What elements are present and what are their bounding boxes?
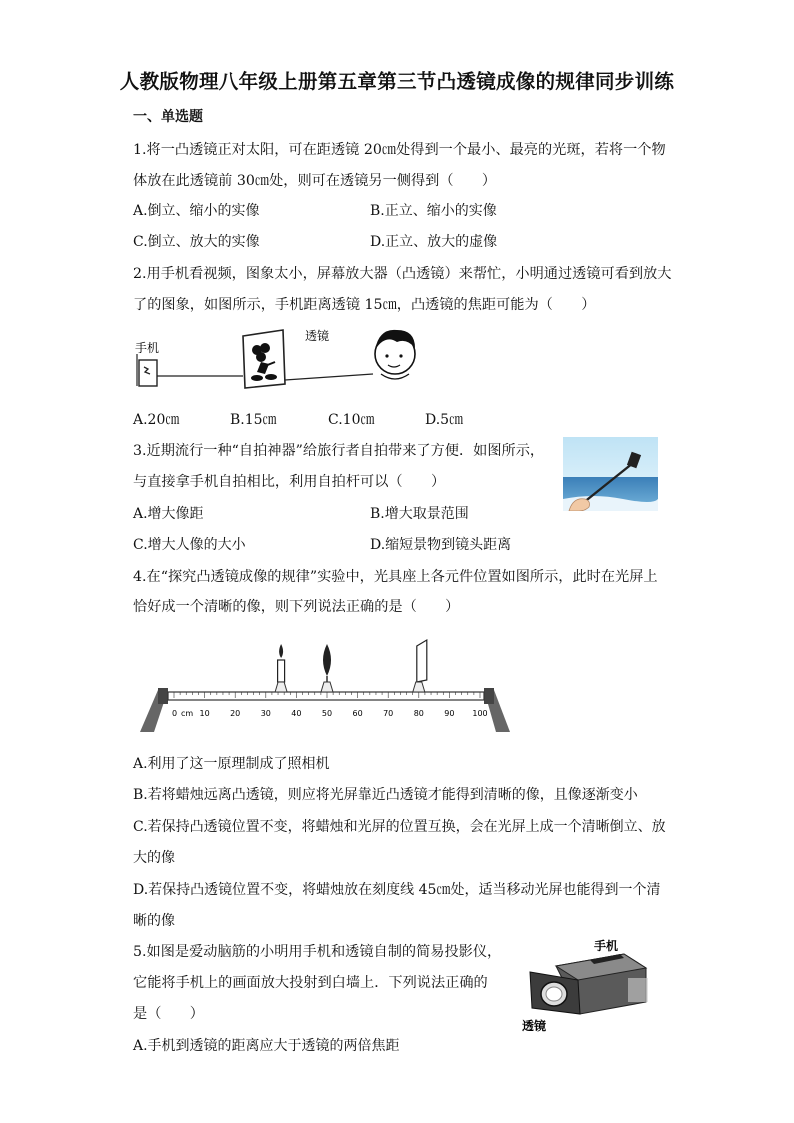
q2-lens-label: 透镜 <box>305 329 330 343</box>
q4-option-c: C.若保持凸透镜位置不变，将蜡烛和光屏的位置互换，会在光屏上成一个清晰倒立、放 <box>133 819 666 835</box>
bench-tick-label: 100 <box>472 709 488 718</box>
q5-option-a: A.手机到透镜的距离应大于透镜的两倍焦距 <box>133 1038 400 1054</box>
bench-tick-label: 30 <box>260 709 271 718</box>
q3-option-b: B.增大取景范围 <box>370 506 469 522</box>
q2-option-d: D.5㎝ <box>425 412 464 428</box>
bench-tick-label: 90 <box>444 709 455 718</box>
q2-option-a: A.20㎝ <box>133 412 180 428</box>
convex-lens-icon <box>321 644 333 692</box>
bench-tick-label: 50 <box>321 709 333 718</box>
q2-phone-label: 手机 <box>135 341 160 355</box>
q3-figure-selfie-stick <box>563 437 658 511</box>
light-screen-icon <box>413 640 427 692</box>
q2-stem-line1: 2.用手机看视频，图象太小，屏幕放大器（凸透镜）来帮忙，小明通过透镜可看到放大 <box>133 266 672 282</box>
candle-icon <box>275 644 287 692</box>
q4-figure-optical-bench <box>140 628 510 734</box>
bench-tick-label: 80 <box>413 709 424 718</box>
q5-phone-label: 手机 <box>594 939 619 953</box>
q4-option-d: D.若保持凸透镜位置不变，将蜡烛放在刻度线 45㎝处，适当移动光屏也能得到一个清 <box>133 882 661 898</box>
bench-tick-label: 60 <box>352 709 363 718</box>
q4-option-b: B.若将蜡烛远离凸透镜，则应将光屏靠近凸透镜才能得到清晰的像，且像逐渐变小 <box>133 787 638 803</box>
q4-option-d-cont: 晰的像 <box>133 913 175 929</box>
page-title: 人教版物理八年级上册第五章第三节凸透镜成像的规律同步训练 <box>119 70 675 93</box>
q1-stem-line1: 1.将一凸透镜正对太阳，可在距透镜 20㎝处得到一个最小、最亮的光斑，若将一个物 <box>133 142 666 158</box>
bench-tick-label: 40 <box>291 709 302 718</box>
q4-stem-line1: 4.在“探究凸透镜成像的规律”实验中，光具座上各元件位置如图所示，此时在光屏上 <box>133 569 658 585</box>
q5-figure-projector <box>520 932 655 1036</box>
q4-option-c-cont: 大的像 <box>133 850 175 866</box>
q3-stem-line2: 与直接拿手机自拍相比，利用自拍杆可以（ ） <box>133 474 446 490</box>
q2-stem-line2: 了的图象，如图所示，手机距离透镜 15㎝，凸透镜的焦距可能为（ ） <box>133 297 596 313</box>
q5-stem-line1: 5.如图是爱动脑筋的小明用手机和透镜自制的简易投影仪， <box>133 944 502 960</box>
q1-option-a: A.倒立、缩小的实像 <box>133 203 260 219</box>
bench-rail <box>168 692 484 700</box>
bench-tick-label: 0 <box>172 709 178 718</box>
q3-stem-line1: 3.近期流行一种“自拍神器”给旅行者自拍带来了方便．如图所示， <box>133 443 545 459</box>
q1-stem-line2: 体放在此透镜前 30㎝处，则可在透镜另一侧得到（ ） <box>133 173 497 189</box>
q1-option-c: C.倒立、放大的实像 <box>133 234 260 250</box>
q1-option-d: D.正立、放大的虚像 <box>370 234 498 250</box>
q5-lens-label: 透镜 <box>522 1019 547 1033</box>
q4-stem-line2: 恰好成一个清晰的像，则下列说法正确的是（ ） <box>133 599 460 615</box>
q3-option-d: D.缩短景物到镜头距离 <box>370 537 512 553</box>
q5-stem-line3: 是（ ） <box>133 1006 204 1022</box>
q4-option-a: A.利用了这一原理制成了照相机 <box>133 756 330 772</box>
q3-option-a: A.增大像距 <box>133 506 204 522</box>
q5-stem-line2: 它能将手机上的画面放大投射到白墙上．下列说法正确的 <box>133 975 488 991</box>
q1-option-b: B.正立、缩小的实像 <box>370 203 497 219</box>
q2-figure-phone-lens-boy <box>133 322 433 398</box>
q2-option-b: B.15㎝ <box>230 412 277 428</box>
section-heading: 一、单选题 <box>133 109 203 125</box>
bench-tick-label: 20 <box>230 709 241 718</box>
bench-unit-label: cm <box>181 709 194 718</box>
q2-option-c: C.10㎝ <box>328 412 375 428</box>
q3-option-c: C.增大人像的大小 <box>133 537 246 553</box>
bench-tick-label: 10 <box>199 709 210 718</box>
bench-tick-label: 70 <box>383 709 394 718</box>
